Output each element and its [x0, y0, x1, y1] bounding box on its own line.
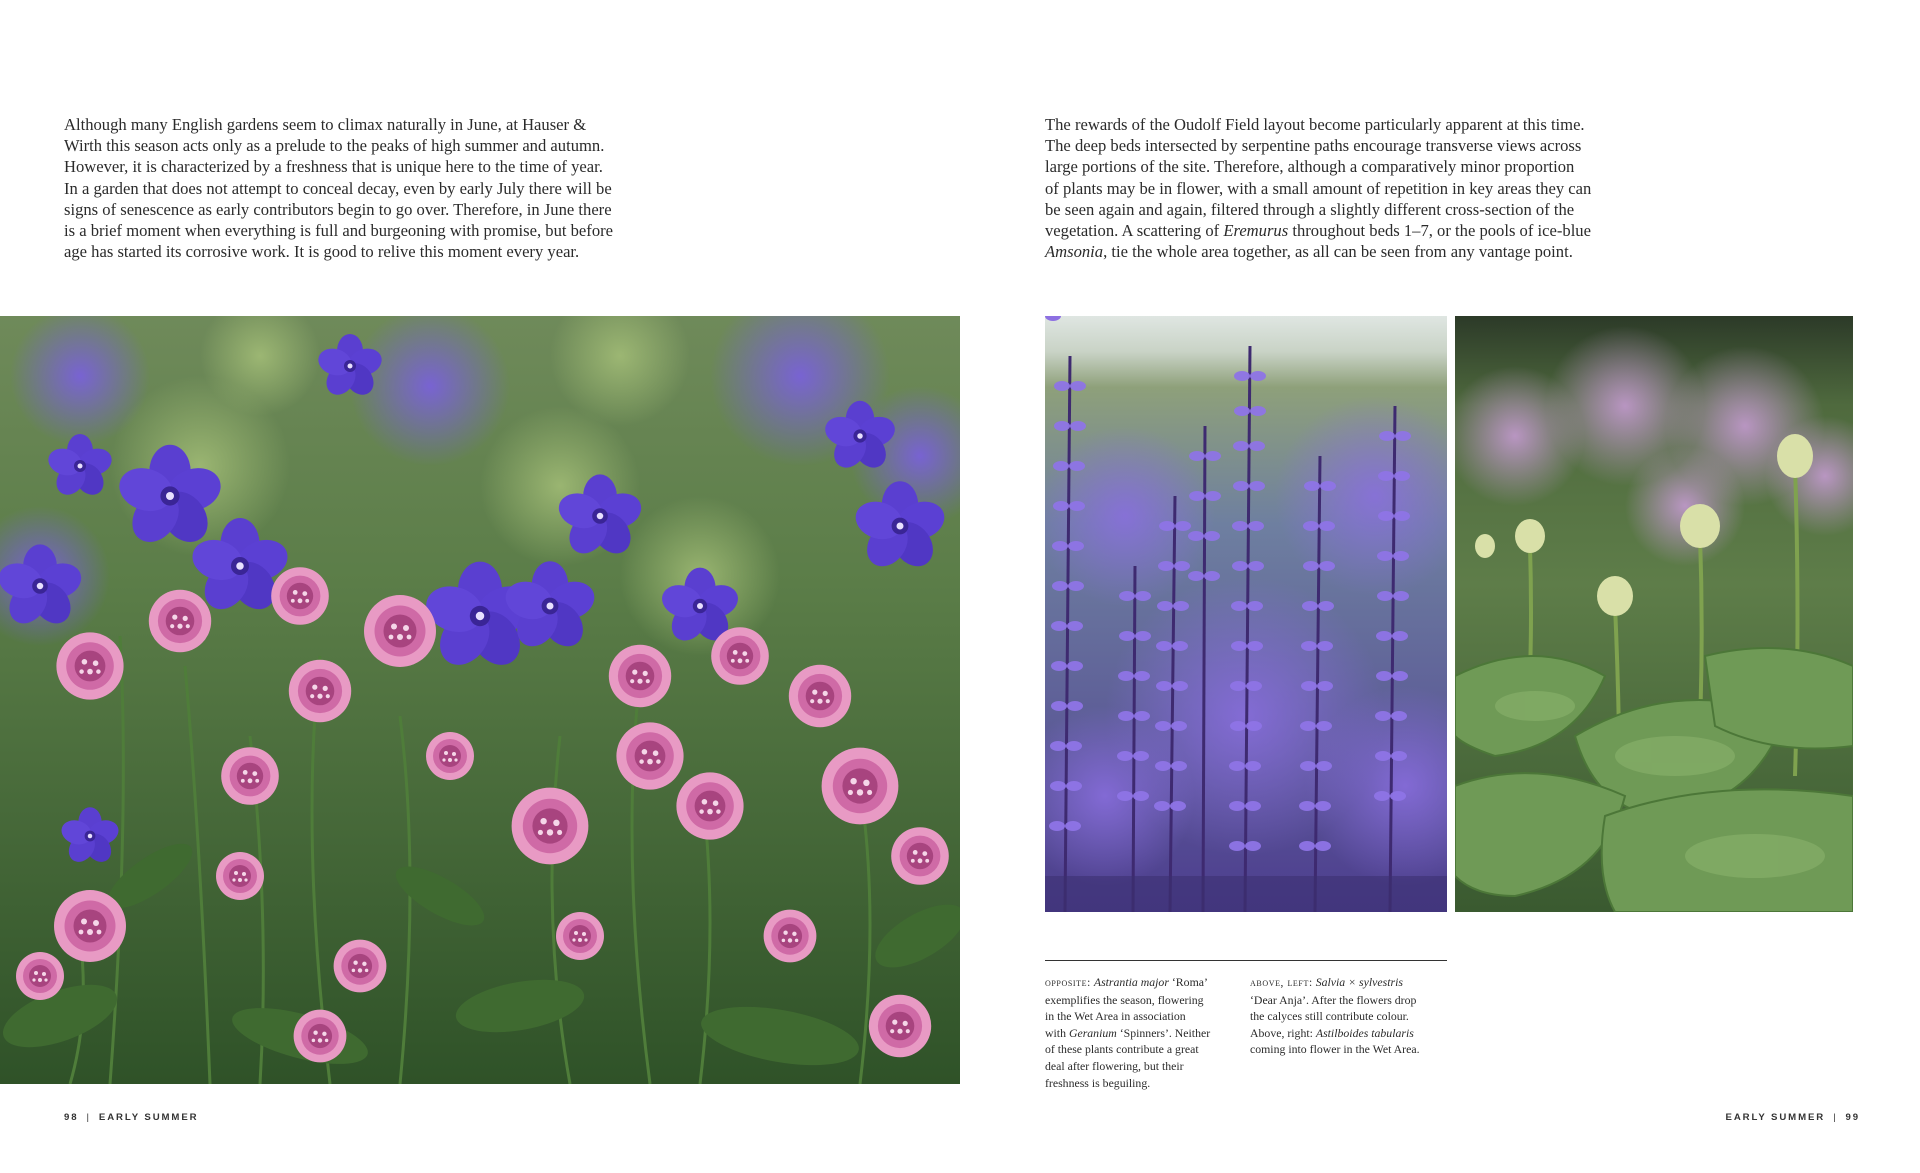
- astilboides-illustration: [1455, 316, 1853, 912]
- text-line: [1045, 241, 1645, 262]
- caption-line: freshness is beguiling.: [1045, 1075, 1151, 1090]
- text-line: [1045, 178, 1645, 199]
- caption-text: ‘Spinners’. Neither: [1116, 1025, 1211, 1040]
- text-line: [1045, 135, 1645, 156]
- text-line: [1045, 220, 1645, 241]
- text-line: Wirth this season acts only as a prelude to the peaks of high summer and autumn.: [64, 136, 605, 156]
- caption-line: [1045, 974, 1235, 992]
- caption-rule: [1045, 960, 1447, 961]
- plant-name: Astrantia major: [1093, 975, 1169, 989]
- caption-line: in the Wet Area in association: [1045, 1009, 1186, 1024]
- text-line: [1045, 114, 1645, 135]
- folio-separator: |: [1833, 1112, 1838, 1123]
- text-segment: vegetation. A scattering of: [1045, 221, 1224, 241]
- plant-name: Eremurus: [1223, 221, 1289, 241]
- page-number: 98: [64, 1112, 79, 1123]
- text-segment: large portions of the site. Therefore, although a comparatively minor proportion: [1045, 157, 1575, 177]
- text-segment: throughout beds 1–7, or the pools of ice-blue: [1288, 221, 1591, 241]
- left-page-paragraph: [64, 114, 664, 262]
- right-page-paragraph: [1045, 114, 1645, 262]
- section-title: EARLY SUMMER: [1725, 1112, 1826, 1123]
- caption-text: ‘Roma’: [1168, 975, 1208, 989]
- folio-separator: |: [86, 1112, 91, 1123]
- caption-above: [1250, 974, 1450, 1058]
- caption-line: exemplifies the season, flowering: [1045, 992, 1204, 1007]
- text-line: [1045, 156, 1645, 177]
- text-line: [1045, 199, 1645, 220]
- caption-line: ‘Dear Anja’. After the flowers drop: [1250, 992, 1417, 1007]
- caption-line: [1045, 1025, 1235, 1042]
- text-segment: , tie the whole area together, as all can be seen from any vantage point.: [1103, 242, 1573, 262]
- page-number: 99: [1845, 1112, 1860, 1123]
- section-title: EARLY SUMMER: [98, 1112, 199, 1123]
- caption-text: Above, right:: [1250, 1025, 1316, 1040]
- plant-name: Astilboides tabularis: [1315, 1025, 1414, 1040]
- caption-opposite: [1045, 974, 1235, 1091]
- text-line: Although many English gardens seem to climax naturally in June, at Hauser &: [64, 115, 587, 134]
- text-segment: The deep beds intersected by serpentine paths encourage transverse views across: [1045, 136, 1582, 156]
- text-segment: The rewards of the Oudolf Field layout become particularly apparent at this time.: [1045, 115, 1585, 134]
- caption-line: coming into flower in the Wet Area.: [1250, 1042, 1420, 1057]
- caption-label: opposite:: [1045, 977, 1091, 989]
- text-line: In a garden that does not attempt to conceal decay, even by early July there will be: [64, 178, 612, 198]
- caption-line: [1250, 974, 1450, 992]
- caption-label: above, left:: [1250, 977, 1313, 989]
- text-segment: of plants may be in flower, with a small amount of repetition in key areas they can: [1045, 178, 1592, 198]
- text-line: is a brief moment when everything is full and burgeoning with promise, but before: [64, 221, 614, 241]
- right-folio: [1726, 1112, 1860, 1123]
- plant-name: Amsonia: [1045, 242, 1104, 262]
- plant-name: Salvia × sylvestris: [1315, 975, 1403, 989]
- astilboides-photo: [1455, 316, 1853, 912]
- caption-line: of these plants contribute a great: [1045, 1042, 1199, 1057]
- salvia-photo: [1045, 316, 1447, 912]
- caption-line: [1250, 1025, 1450, 1042]
- left-folio: [64, 1112, 198, 1123]
- astrantia-geranium-illustration: [0, 316, 960, 1084]
- caption-text: with: [1045, 1025, 1069, 1040]
- text-line: age has started its corrosive work. It is good to relive this moment every year.: [64, 242, 580, 262]
- salvia-illustration: [1045, 316, 1447, 912]
- caption-line: the calyces still contribute colour.: [1250, 1009, 1409, 1024]
- text-line: signs of senescence as early contributors begin to go over. Therefore, in June there: [64, 199, 612, 219]
- text-line: However, it is characterized by a freshness that is unique here to the time of year.: [64, 157, 603, 177]
- astrantia-geranium-photo: [0, 316, 960, 1084]
- text-segment: be seen again and again, filtered through a slightly different cross-section of the: [1045, 199, 1575, 219]
- caption-line: deal after flowering, but their: [1045, 1058, 1184, 1073]
- plant-name: Geranium: [1068, 1025, 1117, 1040]
